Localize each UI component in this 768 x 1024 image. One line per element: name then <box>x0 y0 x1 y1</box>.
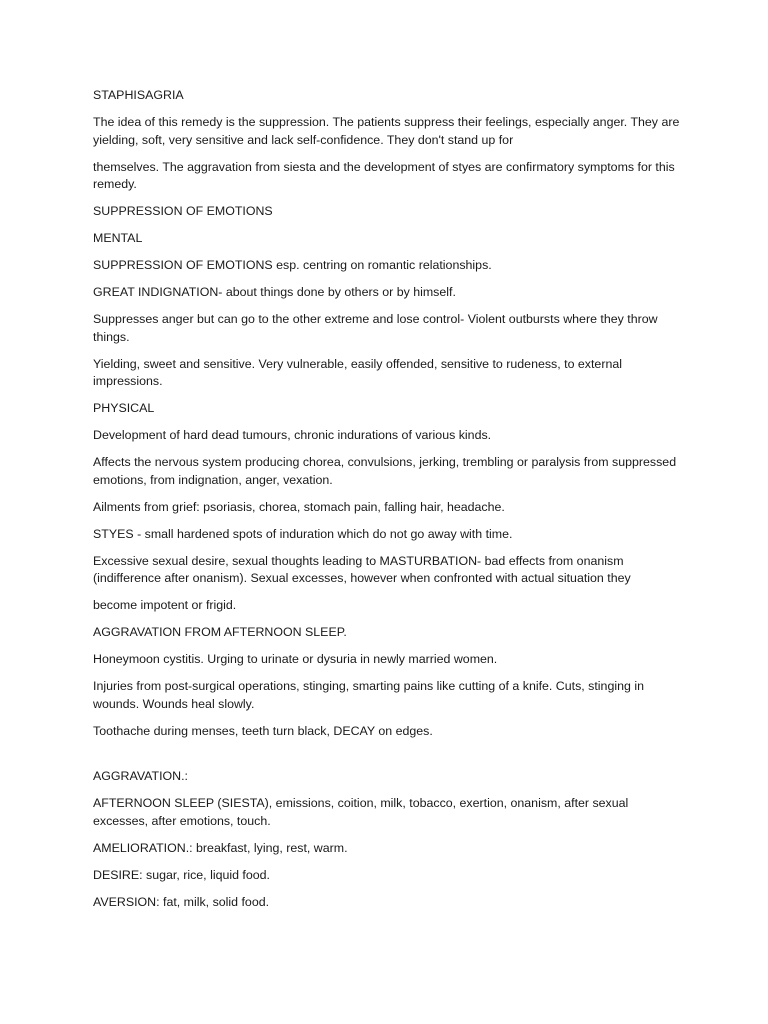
physical-item: AGGRAVATION FROM AFTERNOON SLEEP. <box>93 625 347 639</box>
physical-item: Toothache during menses, teeth turn black, DECAY on edges. <box>93 723 433 738</box>
theme-heading: SUPPRESSION OF EMOTIONS <box>93 204 273 218</box>
aversion-line: AVERSION: fat, milk, solid food. <box>93 894 270 909</box>
mental-item: Yielding, sweet and sensitive. Very vulnerable, easily offended, sensitive to rudeness, to external impressions. <box>93 356 622 388</box>
mental-item: SUPPRESSION OF EMOTIONS esp. centring on romantic relationships. <box>93 258 492 272</box>
physical-item: Excessive sexual desire, sexual thoughts leading to MASTURBATION- bad effects from onanism (indifference after onanism). Sexual excesses, however when confronted with actual situation they <box>93 553 631 585</box>
physical-item-continued: become impotent or frigid. <box>93 598 237 612</box>
physical-item: Ailments from grief: psoriasis, chorea, stomach pain, falling hair, headache. <box>93 499 505 514</box>
physical-item: Injuries from post-surgical operations, stinging, smarting pains like cutting of a knife. Cuts, stinging in wounds. Wounds heal slowly. <box>93 679 644 711</box>
section-heading-mental: MENTAL <box>93 231 143 245</box>
physical-item: Affects the nervous system producing chorea, convulsions, jerking, trembling or paralysis from suppressed emotions, from indignation, anger, vexation. <box>93 455 677 487</box>
mental-item: GREAT INDIGNATION- about things done by others or by himself. <box>93 285 456 299</box>
physical-item: Honeymoon cystitis. Urging to urinate or dysuria in newly married women. <box>93 652 498 666</box>
physical-item: Development of hard dead tumours, chronic indurations of various kinds. <box>93 428 492 442</box>
remedy-title: STAPHISAGRIA <box>93 88 184 102</box>
amelioration-line: AMELIORATION.: breakfast, lying, rest, warm. <box>93 840 348 855</box>
document-body <box>93 87 681 921</box>
aggravation-list: AFTERNOON SLEEP (SIESTA), emissions, coition, milk, tobacco, exertion, onanism, after sexual excesses, after emotions, touch. <box>93 796 629 828</box>
intro-paragraph-continued: themselves. The aggravation from siesta and the development of styes are confirmatory symptoms for this remedy. <box>93 159 675 191</box>
intro-paragraph: The idea of this remedy is the suppression. The patients suppress their feelings, especially anger. They are yielding, soft, very sensitive and lack self-confidence. They don't stand up for <box>93 115 680 147</box>
desire-line: DESIRE: sugar, rice, liquid food. <box>93 867 270 882</box>
mental-item: Suppresses anger but can go to the other extreme and lose control- Violent outbursts where they throw things. <box>93 312 658 344</box>
physical-item: STYES - small hardened spots of induration which do not go away with time. <box>93 526 513 541</box>
section-heading-physical: PHYSICAL <box>93 401 155 415</box>
section-heading-aggravation: AGGRAVATION.: <box>93 769 189 783</box>
